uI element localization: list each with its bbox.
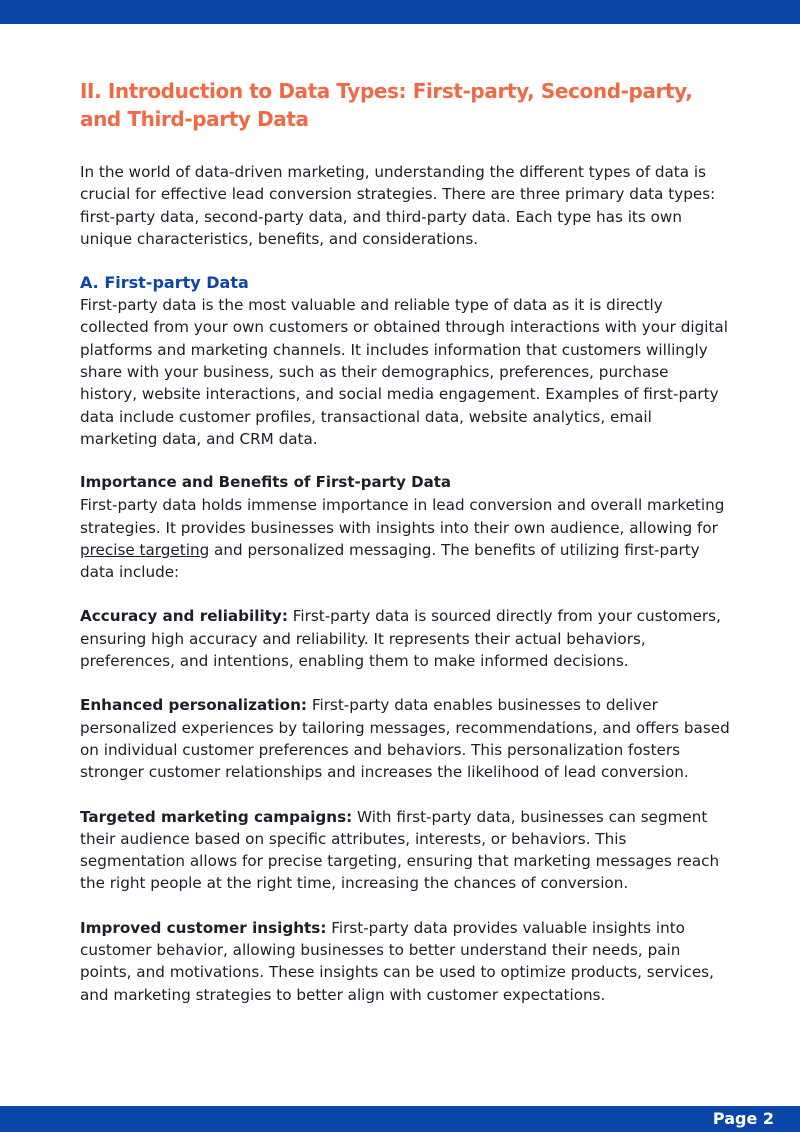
benefit-accuracy [80,605,730,672]
header-bar [0,0,800,24]
importance-paragraph [80,494,730,583]
benefit-label: Accuracy and reliability: [80,607,288,626]
benefit-text: First-party data provides valuable insights into customer behavior, allowing businesses to better understand their needs, pain points, and motivations. These insights can be used to optimize products, services, and marketing strategies to better align with customer expectations. [80,918,714,1004]
benefit-label: Targeted marketing campaigns: [80,807,353,826]
benefit-customer-insights [80,917,730,1006]
importance-text-end: and personalized messaging. The benefits of utilizing first-party data include: [80,540,700,582]
first-party-paragraph: First-party data is the most valuable and reliable type of data as it is directly collected from your own customers or obtained through interactions with your digital platforms and marketing channels. It includes information that customers willingly share with your business, such as their demographics, preferences, purchase history, website interactions, and social media engagement. Examples of first-party data include customer profiles, transactional data, website analytics, email marketing data, and CRM data. [80,296,728,448]
benefit-targeted-campaigns [80,806,730,895]
intro-paragraph: In the world of data-driven marketing, understanding the different types of data is crucial for effective lead conversion strategies. There are three primary data types: first-party data, second-party data, and third-party data. Each type has its own unique characteristics, benefits, and considerations. [80,163,716,248]
benefit-personalization [80,694,730,783]
page-content [80,77,730,1006]
importance-heading: Importance and Benefits of First-party Data [80,473,452,492]
benefit-text: First-party data is sourced directly from your customers, ensuring high accuracy and reliability. It represents their actual behaviors, preferences, and intentions, enabling them to make informed decisions. [80,607,721,671]
benefit-label: Improved customer insights: [80,918,327,937]
footer-bar [0,1106,800,1132]
benefit-text: With first-party data, businesses can segment their audience based on specific attributes, interests, or behaviors. This segmentation allows for precise targeting, ensuring that marketing messages reach the right people at the right time, increasing the chances of conversion. [80,807,720,893]
precise-targeting-link[interactable]: precise targeting [80,540,210,559]
section-title: II. Introduction to Data Types: First-party, Second-party, and Third-party Data [80,79,693,131]
page-number: Page 2 [712,1109,774,1128]
importance-text-start: First-party data holds immense importance in lead conversion and overall marketing strategies. It provides businesses with insights into their own audience, allowing for [80,496,725,537]
benefit-label: Enhanced personalization: [80,696,308,715]
subsection-title-first-party: A. First-party Data [80,273,249,293]
benefit-text: First-party data enables businesses to deliver personalized experiences by tailoring messages, recommendations, and offers based on individual customer preferences and behaviors. This personalization fosters stronger customer relationships and increases the likelihood of lead conversion. [80,696,730,782]
